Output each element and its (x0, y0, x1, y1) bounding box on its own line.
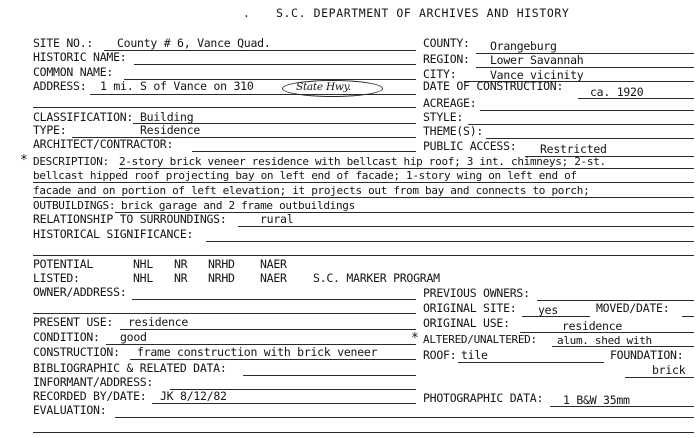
region-label: REGION: (423, 52, 470, 66)
potential-label: POTENTIAL (33, 257, 94, 271)
potential-nhl: NHL (133, 257, 154, 271)
listed-label: LISTED: (33, 271, 80, 285)
condition-label: CONDITION: (33, 330, 100, 344)
classification-value: Building (140, 110, 194, 124)
evaluation-label: EVALUATION: (33, 403, 107, 417)
description-line-1: 2-story brick veneer residence with bellcast hip roof; 3 int. chimneys; 2-st. (119, 155, 606, 168)
address-value: 1 mi. S of Vance on 310 (100, 79, 254, 93)
listed-nrhd: NRHD (208, 271, 235, 285)
recorded-line (152, 403, 416, 404)
form-title: S.C. DEPARTMENT OF ARCHIVES AND HISTORY (276, 6, 570, 20)
altered-asterisk: * (411, 331, 419, 346)
outbuildings-value: brick garage and 2 frame outbuildings (121, 199, 355, 212)
listed-nhl: NHL (133, 271, 154, 285)
foundation-value: brick (652, 363, 686, 377)
address-label: ADDRESS: (33, 79, 87, 93)
construction-value: frame construction with brick veneer (137, 345, 378, 359)
outbuildings-label: OUTBUILDINGS: (33, 199, 116, 212)
photographic-line (550, 406, 694, 407)
potential-nrhd: NRHD (208, 257, 235, 271)
city-value: Vance vicinity (490, 68, 584, 82)
present-use-value: residence (128, 315, 189, 329)
site-no-label: SITE NO.: (33, 36, 94, 50)
photographic-value: 1 B&W 35mm (563, 393, 630, 407)
date-label: DATE OF CONSTRUCTION: (423, 79, 564, 93)
description-rule-2 (33, 182, 694, 183)
construction-label: CONSTRUCTION: (33, 345, 120, 359)
relationship-line (238, 226, 694, 227)
public-access-label: PUBLIC ACCESS: (423, 139, 517, 153)
county-label: COUNTY: (423, 36, 470, 50)
city-label: CITY: (423, 67, 457, 81)
listed-nr: NR (174, 271, 188, 285)
informant-label: INFORMANT/ADDRESS: (33, 375, 154, 389)
acreage-line (480, 110, 694, 111)
site-no-value: County # 6, Vance Quad. (117, 36, 271, 50)
theme-label: THEME(S): (423, 124, 484, 138)
style-line (468, 124, 694, 125)
common-name-label: COMMON NAME: (33, 65, 114, 79)
relationship-label: RELATIONSHIP TO SURROUNDINGS: (33, 212, 227, 226)
date-line (578, 98, 694, 99)
historic-name-label: HISTORIC NAME: (33, 50, 127, 64)
historical-line (206, 241, 694, 242)
previous-owners-label: PREVIOUS OWNERS: (423, 286, 530, 300)
marker-program: S.C. MARKER PROGRAM (313, 271, 440, 285)
classification-label: CLASSIFICATION: (33, 110, 134, 124)
roof-value: tile (461, 348, 488, 362)
recorded-value: JK 8/12/82 (160, 389, 227, 403)
historic-name-line (134, 64, 416, 65)
condition-value: good (120, 330, 147, 344)
relationship-value: rural (260, 212, 294, 226)
bibliographic-label: BIBLIOGRAPHIC & RELATED DATA: (33, 361, 227, 375)
architect-line (192, 151, 416, 152)
evaluation-line (115, 417, 694, 418)
original-site-label: ORIGINAL SITE: (423, 301, 517, 315)
architect-label: ARCHITECT/CONTRACTOR: (33, 137, 174, 151)
description-label: DESCRIPTION: (33, 155, 109, 168)
present-use-label: PRESENT USE: (33, 315, 114, 329)
date-value: ca. 1920 (590, 85, 644, 99)
description-asterisk: * (20, 153, 28, 168)
original-use-label: ORIGINAL USE: (423, 316, 510, 330)
section-rule-middle (33, 255, 694, 256)
description-line-3: facade and on portion of left elevation; it projects out from bay and connects to porch; (33, 184, 590, 197)
potential-naer: NAER (260, 257, 287, 271)
public-access-value: Restricted (540, 142, 607, 156)
evaluation-line-2 (33, 432, 694, 433)
acreage-label: ACREAGE: (423, 96, 477, 110)
potential-nr: NR (174, 257, 188, 271)
foundation-line (625, 377, 694, 378)
owner-label: OWNER/ADDRESS: (33, 285, 127, 299)
region-value: Lower Savannah (490, 53, 584, 67)
theme-line (486, 138, 694, 139)
moved-date-line (682, 316, 694, 317)
moved-date-label: MOVED/DATE: (596, 301, 670, 315)
original-use-value: residence (562, 319, 623, 333)
address-handwritten-note: State Hwy. (296, 81, 351, 93)
present-use-line (120, 329, 416, 330)
construction-line (130, 359, 416, 360)
roof-label: ROOF: (423, 348, 457, 362)
altered-line (552, 346, 694, 347)
original-use-line (520, 332, 694, 333)
listed-naer: NAER (260, 271, 287, 285)
photographic-label: PHOTOGRAPHIC DATA: (423, 391, 544, 405)
style-label: STYLE: (423, 110, 464, 124)
address-line (90, 94, 416, 95)
description-rule-3 (33, 197, 694, 198)
foundation-label: FOUNDATION: (610, 348, 684, 362)
roof-line (458, 362, 604, 363)
altered-label: ALTERED/UNALTERED: (423, 333, 537, 346)
owner-line-2 (33, 313, 416, 314)
header-dot: . (243, 6, 250, 20)
bibliographic-line (243, 375, 416, 376)
type-value: Residence (140, 123, 201, 137)
original-site-line (522, 316, 590, 317)
historical-label: HISTORICAL SIGNIFICANCE: (33, 227, 194, 241)
recorded-label: RECORDED BY/DATE: (33, 389, 147, 403)
owner-line (132, 299, 416, 300)
original-site-value: yes (538, 303, 559, 317)
description-line-2: bellcast hipped roof projecting bay on left end of facade; 1-story wing on left end of (33, 169, 577, 182)
altered-value: alum. shed with (557, 334, 652, 347)
site-no-line (104, 50, 416, 51)
section-rule-upper (33, 107, 416, 108)
county-value: Orangeburg (490, 39, 557, 53)
type-label: TYPE: (33, 123, 67, 137)
